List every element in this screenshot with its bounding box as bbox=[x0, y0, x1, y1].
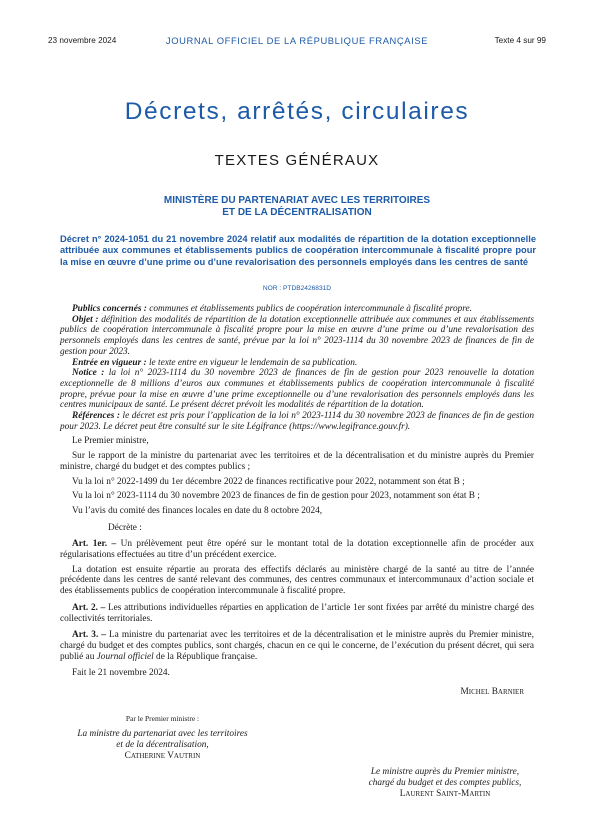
ministry-line-1: MINISTÈRE DU PARTENARIAT AVEC LES TERRITOIRES bbox=[163, 195, 431, 206]
signature-block-ministre bbox=[60, 713, 265, 762]
summary-references bbox=[60, 411, 534, 432]
summary-notice-text: la loi n° 2023-1114 du 30 novembre 2023 de finances de fin de gestion pour 2023 renouvelle la dotation exceptionnelle de 8 millions d’euros aux communes et établissements publics de coopération intercommunale à fiscalité propre, prévue pour la mise en œuvre d’une prime exceptionnelle ou d’une revalorisation des personnels employés dans les centres municipaux de santé. Le présent décret prévoit les modalités de répartition de la dotation. bbox=[60, 368, 534, 411]
signature-block-budget bbox=[345, 767, 545, 800]
article-1 bbox=[60, 539, 534, 560]
ministre-title-line-2: et de la décentralisation, bbox=[116, 740, 209, 750]
ministry-heading bbox=[0, 195, 594, 219]
summary-objet bbox=[60, 315, 534, 358]
signature-barnier: Michel Barnier bbox=[460, 687, 524, 697]
article-3-text-b: de la République française. bbox=[153, 651, 258, 662]
decrete: Décrète : bbox=[108, 522, 142, 533]
summary-entree-label: Entrée en vigueur : bbox=[72, 357, 147, 368]
article-3-label: Art. 3. – bbox=[72, 630, 106, 641]
summary-references-text: le décret est pris pour l’application de la loi n° 2023-1114 du 30 novembre 2023 de finances de fin de gestion pour 2023. Le décret peut être consulté sur le site Légifrance (https://www.legifrance.gouv.fr). bbox=[60, 411, 534, 432]
section-heading: TEXTES GÉNÉRAUX bbox=[214, 152, 380, 169]
summary-objet-label: Objet : bbox=[72, 314, 99, 325]
document-body bbox=[60, 304, 534, 679]
signature-saint-martin: Laurent Saint-Martin bbox=[399, 789, 491, 799]
article-3 bbox=[60, 630, 534, 662]
par-le-premier-ministre: Par le Premier ministre : bbox=[125, 714, 200, 723]
article-2 bbox=[60, 603, 534, 624]
signature-vautrin: Catherine Vautrin bbox=[124, 751, 201, 761]
budget-title-line-2: chargé du budget et des comptes publics, bbox=[368, 778, 522, 788]
summary-objet-text: définition des modalités de répartition de la dotation exceptionnelle attribuée aux communes et aux établissements publics de coopération intercommunale à fiscalité propre pour la mise en œuvre d’une prime ou d’une revalorisation des personnels employés dans les centres de santé, prévue par la loi n° 2023-1114 du 30 novembre 2023 de finances de fin de gestion pour 2023. bbox=[60, 314, 534, 357]
summary-notice-label: Notice : bbox=[72, 368, 105, 379]
budget-title-line-1: Le ministre auprès du Premier ministre, bbox=[370, 767, 520, 777]
nor-reference: NOR : PTDB2426831D bbox=[262, 285, 332, 292]
summary-entree bbox=[60, 358, 534, 369]
article-2-label: Art. 2. – bbox=[72, 602, 106, 613]
fait-le: Fait le 21 novembre 2024. bbox=[72, 668, 170, 679]
header-journal-title: JOURNAL OFFICIEL DE LA RÉPUBLIQUE FRANÇAISE bbox=[165, 35, 429, 46]
article-1-paragraph-2: La dotation est ensuite répartie au prorata des effectifs déclarés au ministère chargé de la santé au titre de l’année précédente dans les centres de santé relevant des communes, des centres communaux et intercommunaux d’action sociale et des établissements publics de coopération intercommunale à fiscalité propre. bbox=[60, 564, 534, 597]
visa-2: Vu la loi n° 2023-1114 du 30 novembre 2023 de finances de fin de gestion pour 2023, notamment son état B ; bbox=[72, 491, 480, 502]
article-1-label: Art. 1er. – bbox=[72, 539, 117, 550]
journal-officiel-ref: Journal officiel bbox=[96, 651, 154, 662]
decree-title: Décret n° 2024-1051 du 21 novembre 2024 relatif aux modalités de répartition de la dotation exceptionnelle attribuée aux communes et établissements publics de coopération intercommunale à fiscalité propre pour la mise en œuvre d’une prime ou d’une revalorisation des personnels employés dans les centres de santé bbox=[60, 234, 536, 267]
summary-references-label: Références : bbox=[72, 411, 120, 422]
page-title: Décrets, arrêtés, circulaires bbox=[124, 98, 470, 125]
article-3-text-a: La ministre du partenariat avec les territoires et de la décentralisation et le ministre auprès du Premier ministre, chargé du budget et des comptes publics, sont chargés, chacun en ce qui le concerne, de l’exécution du présent décret, qui sera publié au bbox=[60, 630, 535, 662]
visa-1: Vu la loi n° 2022-1499 du 1er décembre 2022 de finances rectificative pour 2022, notamment son état B ; bbox=[72, 476, 465, 487]
article-2-text: Les attributions individuelles réparties en application de l’article 1er sont fixées par arrêté du ministre chargé des collectivités territoriales. bbox=[60, 602, 534, 624]
rapport-paragraph: Sur le rapport de la ministre du partenariat avec les territoires et de la décentralisation et du ministre auprès du Premier ministre, chargé du budget et des comptes publics ; bbox=[60, 451, 534, 472]
premier-ministre: Le Premier ministre, bbox=[72, 436, 149, 447]
summary-entree-text: le texte entre en vigueur le lendemain de sa publication. bbox=[146, 357, 358, 368]
header-date: 23 novembre 2024 bbox=[48, 36, 117, 45]
summary-publics-text: communes et établissements publics de coopération intercommunale à fiscalité propre. bbox=[146, 304, 472, 314]
ministry-line-2: ET DE LA DÉCENTRALISATION bbox=[222, 207, 372, 218]
summary-notice bbox=[60, 368, 534, 411]
summary-publics bbox=[60, 304, 534, 315]
header-page-number: Texte 4 sur 99 bbox=[494, 36, 546, 45]
summary-publics-label: Publics concernés : bbox=[72, 304, 147, 314]
ministre-title-line-1: La ministre du partenariat avec les territoires bbox=[77, 729, 248, 739]
article-1-text: Un prélèvement peut être opéré sur le montant total de la dotation exceptionnelle afin de procéder aux régularisations effectuées au titre d’un précédent exercice. bbox=[60, 539, 534, 561]
visa-3: Vu l’avis du comité des finances locales en date du 8 octobre 2024, bbox=[72, 505, 323, 516]
